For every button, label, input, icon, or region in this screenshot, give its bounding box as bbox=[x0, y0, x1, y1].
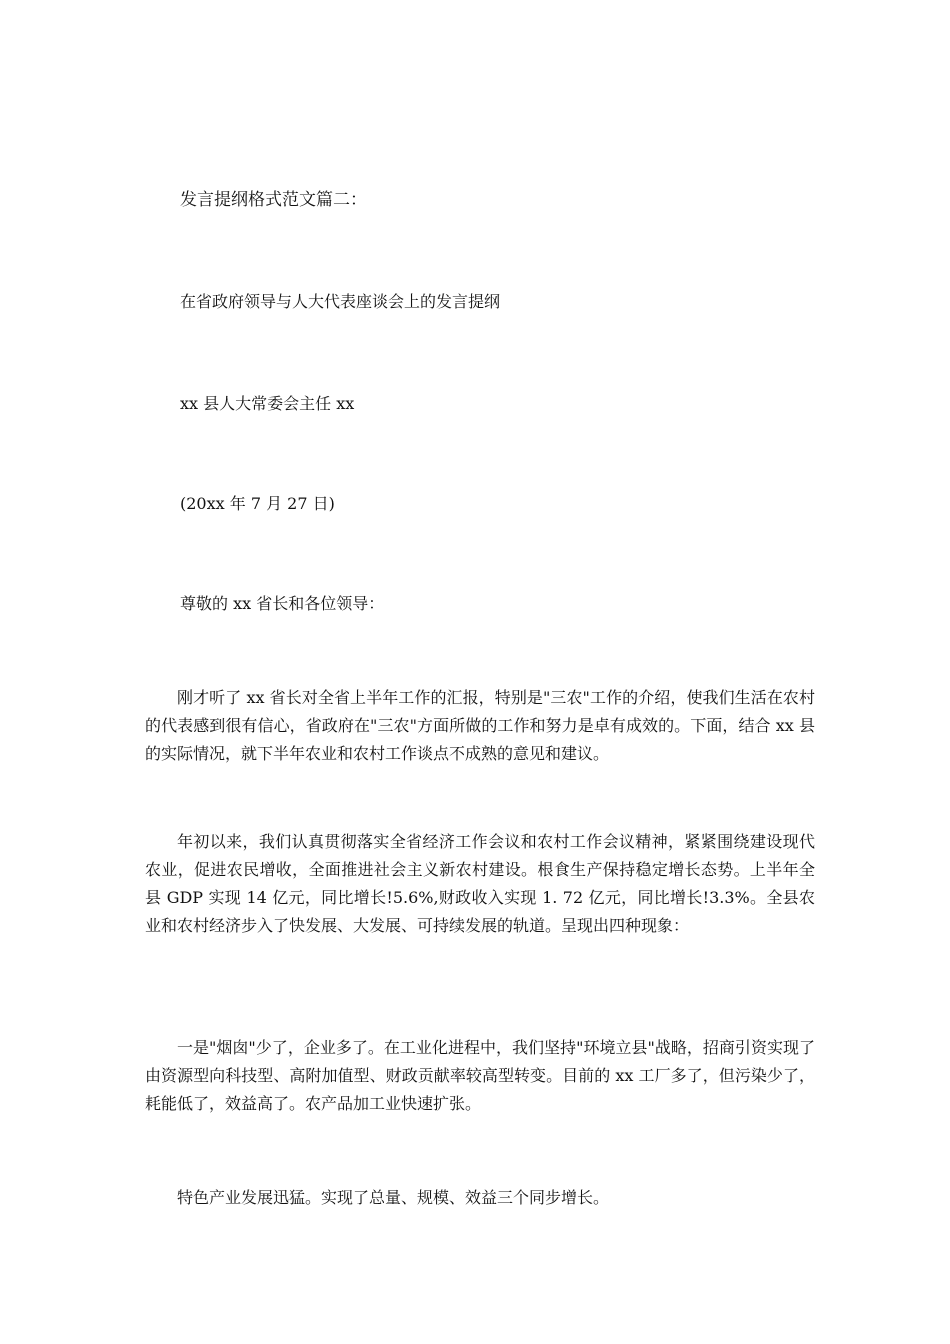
body-paragraph: 年初以来，我们认真贯彻落实全省经济工作会议和农村工作会议精神，紧紧围绕建设现代农业，促进农民增收，全面推进社会主义新农村建设。根食生产保持稳定增长态势。上半年全县 GDP 实现 14 亿元，同比增长!5.6%,财政收入实现 1. 72 亿元，同比增长!3.3%。全县农业和农村经济步入了快发展、大发展、可持续发展的轨道。呈现出四种现象： bbox=[145, 832, 815, 935]
body-paragraph: 刚才听了 xx 省长对全省上半年工作的汇报，特别是"三农"工作的介绍，使我们生活在农村的代表感到很有信心，省政府在"三农"方面所做的工作和努力是卓有成效的。下面，结合 xx 县的实际情况，就下半年农业和农村工作谈点不成熟的意见和建议。 bbox=[145, 688, 815, 763]
body-paragraph: 特色产业发展迅猛。实现了总量、规模、效益三个同步增长。 bbox=[177, 1188, 610, 1207]
body-paragraph: 一是"烟囱"少了，企业多了。在工业化进程中，我们坚持"环境立县"战略，招商引资实现了由资源型向科技型、高附加值型、财政贡献率较高型转变。目前的 xx 工厂多了，但污染少了，耗能低了，效益高了。农产品加工业快速扩张。 bbox=[145, 1038, 815, 1113]
author-line: xx 县人大常委会主任 xx bbox=[180, 394, 355, 413]
date-line: (20xx 年 7 月 27 日) bbox=[180, 494, 335, 513]
section-heading: 发言提纲格式范文篇二： bbox=[180, 190, 367, 210]
document-title: 在省政府领导与人大代表座谈会上的发言提纲 bbox=[180, 292, 501, 311]
salutation: 尊敬的 xx 省长和各位领导： bbox=[180, 594, 385, 613]
